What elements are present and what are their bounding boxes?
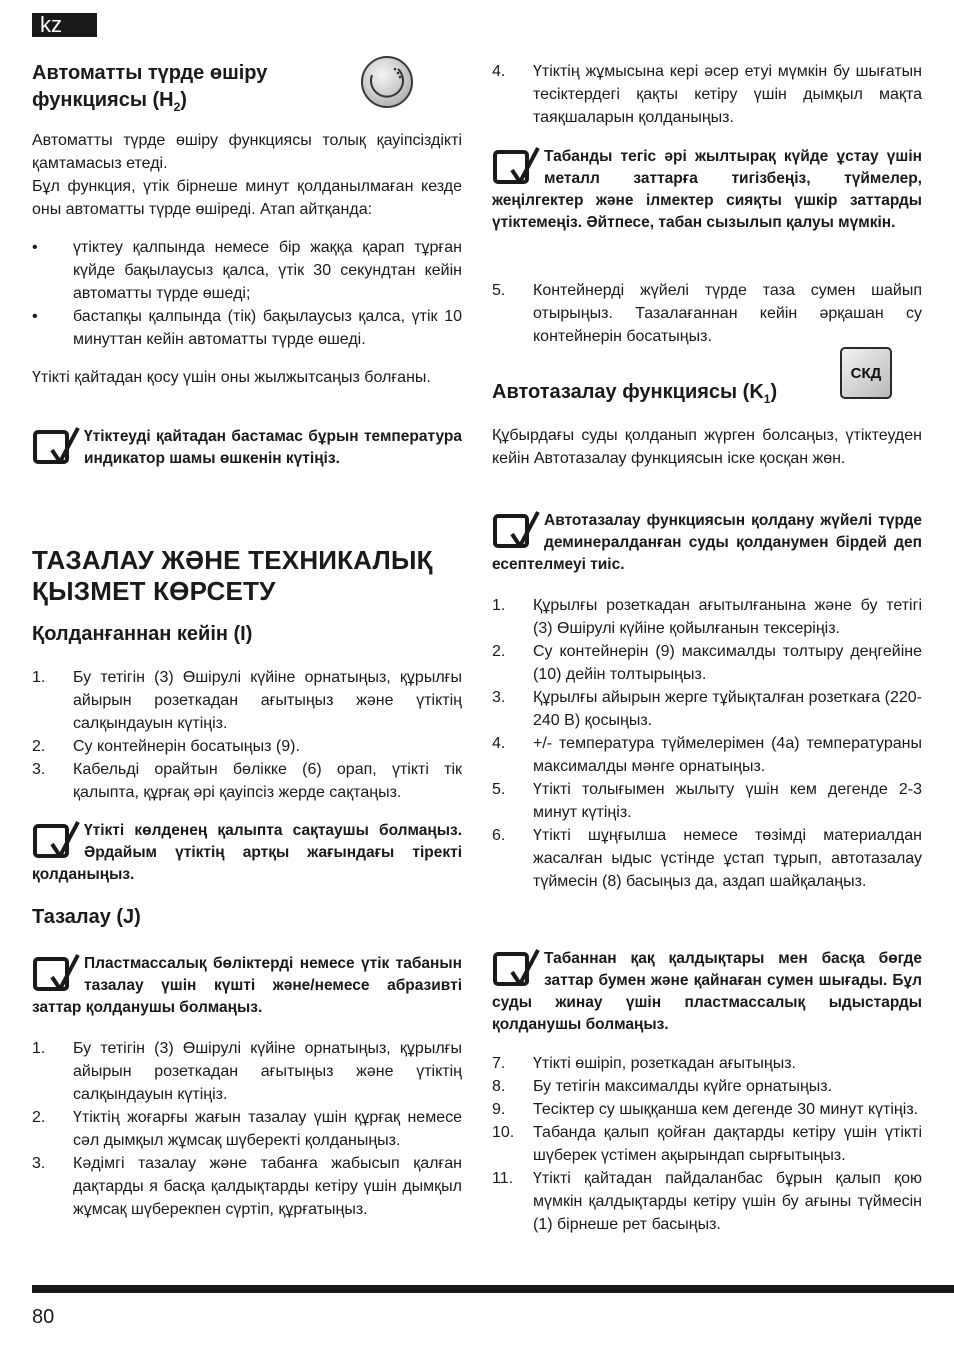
- note-abrasive: Пластмассалық бөліктерді немесе үтік табанын тазалау үшін күшті және/немесе абразивті заттар қолданушы болмаңыз.: [32, 955, 462, 1016]
- list-item: 4. +/- температура түймелерімен (4a) температураны максималды мәнге орнатыңыз.: [492, 735, 922, 775]
- list-item: • үтіктеу қалпында немесе бір жаққа қарап тұрған күйде бақылаусыз қалса, үтік 30 секундтан кейін автоматты түрде өшеді;: [32, 239, 462, 302]
- checkmark-note-icon: [32, 820, 80, 860]
- list-item: 3. Кәдімгі тазалау және табанға жабысып қалған дақтарды я басқа қалдықтарды кетіру үшін дымқыл жұмсақ шүберекпен сүртіп, құрғатыңыз.: [32, 1155, 462, 1218]
- list-item: 1. Құрылғы розеткадан ағытылғанына және бу тетігі (3) Өшірулі күйіне қойылғанын тексеріңіз.: [492, 597, 922, 637]
- list-item: 1. Бу тетігін (3) Өшірулі күйіне орнатыңыз, құрылғы айырын розеткадан ағытыңыз және үтіктің салқындауын күтіңіз.: [32, 669, 462, 732]
- auto-off-paragraph-3: Үтікті қайтадан қосу үшін оны жылжытсаңыз болғаны.: [32, 369, 431, 386]
- checkmark-note-icon: [492, 146, 540, 186]
- note-demineralized: Автотазалау функциясын қолдану жүйелі түрде деминералданған суды қолданумен бірдей деп есептелмеуі тиіс.: [492, 512, 922, 573]
- selfclean-button-icon: СКД: [840, 347, 892, 399]
- cleaning-list: [32, 1037, 462, 1221]
- selfclean-steps-a: [492, 594, 922, 893]
- cleaning-list-continued: [492, 60, 922, 129]
- selfclean-title: Автотазалау функциясы $(K_1)$: [492, 381, 778, 406]
- list-item: 4. Үтіктің жұмысына кері әсер етуі мүмкін бу шығатын тесіктердегі қақты кетіру үшін дымқыл мақта таяқшаларын қолданыңыз.: [492, 63, 922, 126]
- note-sole-care: Табанды тегіс әрі жылтырақ күйде ұстау үшін металл заттарға тигізбеңіз, түймелер, жеңілгектер және ілмектер сияқты үшкір заттарды үтіктемеңіз. Әйтпесе, табан сызылып қалуы мүмкін.: [492, 148, 922, 231]
- auto-off-bullet-list: [32, 236, 462, 351]
- auto-off-paragraph-1: Автоматты түрде өшіру функциясы толық қауіпсіздікті қамтамасыз етеді.: [32, 132, 462, 172]
- list-item: 5. Контейнерді жүйелі түрде таза сумен шайып отырыңыз. Тазалағаннан кейін әрқашан су контейнерін босатыңыз.: [492, 282, 922, 345]
- list-item: 10. Табанда қалып қойған дақтарды кетіру үшін үтікті шүберек үстімен ақырындап сырғытыңыз.: [492, 1124, 922, 1164]
- page-number: 80: [32, 1306, 55, 1328]
- list-item: 6. Үтікті шұңғылша немесе төзімді материалдан жасалған ыдыс үстінде ұстап тұрып, автотазалау түймесін (8) басыңыз да, аздап шайқалаңыз.: [492, 827, 922, 890]
- cleaning-section-heading: ТАЗАЛАУ ЖӘНЕ ТЕХНИКАЛЫҚ ҚЫЗМЕТ КӨРСЕТУ: [32, 545, 433, 606]
- after-use-title: Қолданғаннан кейін (I): [32, 623, 253, 645]
- checkmark-note-icon: [492, 510, 540, 550]
- language-tag: kz: [32, 13, 97, 37]
- list-item: 2. Су контейнерін (9) максималды толтыру деңгейіне (10) дейін толтырыңыз.: [492, 643, 922, 683]
- auto-off-dial-icon: [360, 55, 414, 109]
- note-wait-indicator: Үтіктеуді қайтадан бастамас бұрын температура индикатор шамы өшкенін күтіңіз.: [32, 426, 462, 470]
- list-item: 8. Бу тетігін максималды күйге орнатыңыз.: [492, 1078, 833, 1095]
- list-item: 3. Құрылғы айырын жерге тұйықталған розеткаға (220-240 В) қосыңыз.: [492, 689, 922, 729]
- list-item: 1. Бу тетігін (3) Өшірулі күйіне орнатыңыз, құрылғы айырын розеткадан ағытыңыз және үтіктің салқындауын күтіңіз.: [32, 1040, 462, 1103]
- footer-divider: [32, 1285, 954, 1293]
- auto-off-paragraph-2: Бұл функция, үтік бірнеше минут қолданылмаған кезде оны автоматты түрде өшіреді. Атап айтқанда:: [32, 178, 462, 218]
- checkmark-note-icon: [32, 953, 80, 993]
- list-item: 7. Үтікті өшіріп, розеткадан ағытыңыз.: [492, 1055, 796, 1072]
- list-item: 2. Су контейнерін босатыңыз (9).: [32, 738, 300, 755]
- checkmark-note-icon: [492, 948, 540, 988]
- note-residue: Табаннан қақ қалдықтары мен басқа бөгде заттар бумен және қайнаған сумен шығады. Бұл суды жинау үшін пластмассалық ыдыстарды қолданушы болмаңыз.: [492, 950, 922, 1033]
- list-item: • бастапқы қалпында (тік) бақылаусыз қалса, үтік 10 минуттан кейін автоматты түрде өшеді.: [32, 308, 462, 348]
- note-storage: Үтікті көлденең қалыпта сақтаушы болмаңыз. Әрдайым үтіктің артқы жағындағы тіректі қолданыңыз.: [32, 822, 462, 883]
- list-item: 3. Кабельді орайтын бөлікке (6) орап, үтікті тік қалыпта, құрғақ әрі қауіпсіз жерде сақтаңыз.: [32, 761, 462, 801]
- cleaning-title: Тазалау (J): [32, 906, 141, 928]
- selfclean-intro: Құбырдағы суды қолданып жүрген болсаңыз, үтіктеуден кейін Автотазалау функциясын іске қосқан жөн.: [492, 427, 922, 467]
- list-item: 5. Үтікті толығымен жылыту үшін кем дегенде 2-3 минут күтіңіз.: [492, 781, 922, 821]
- checkmark-note-icon: [32, 426, 80, 466]
- list-item: 9. Тесіктер су шыққанша кем дегенде 30 минут күтіңіз.: [492, 1101, 919, 1118]
- selfclean-steps-b: [492, 1052, 922, 1236]
- auto-off-title: Автоматты түрде өшіру функциясы $(H_2)$: [32, 62, 268, 114]
- list-item: 11. Үтікті қайтадан пайдаланбас бұрын қалып қою мүмкін қалдықтарды кетіру үшін бу ағыны түймесін (1) бірнеше рет басыңыз.: [492, 1170, 922, 1233]
- container-list: [492, 279, 922, 348]
- after-use-list: [32, 666, 462, 804]
- list-item: 2. Үтіктің жоғарғы жағын тазалау үшін құрғақ немесе сәл дымқыл жұмсақ шүберекті қолданыңыз.: [32, 1109, 462, 1149]
